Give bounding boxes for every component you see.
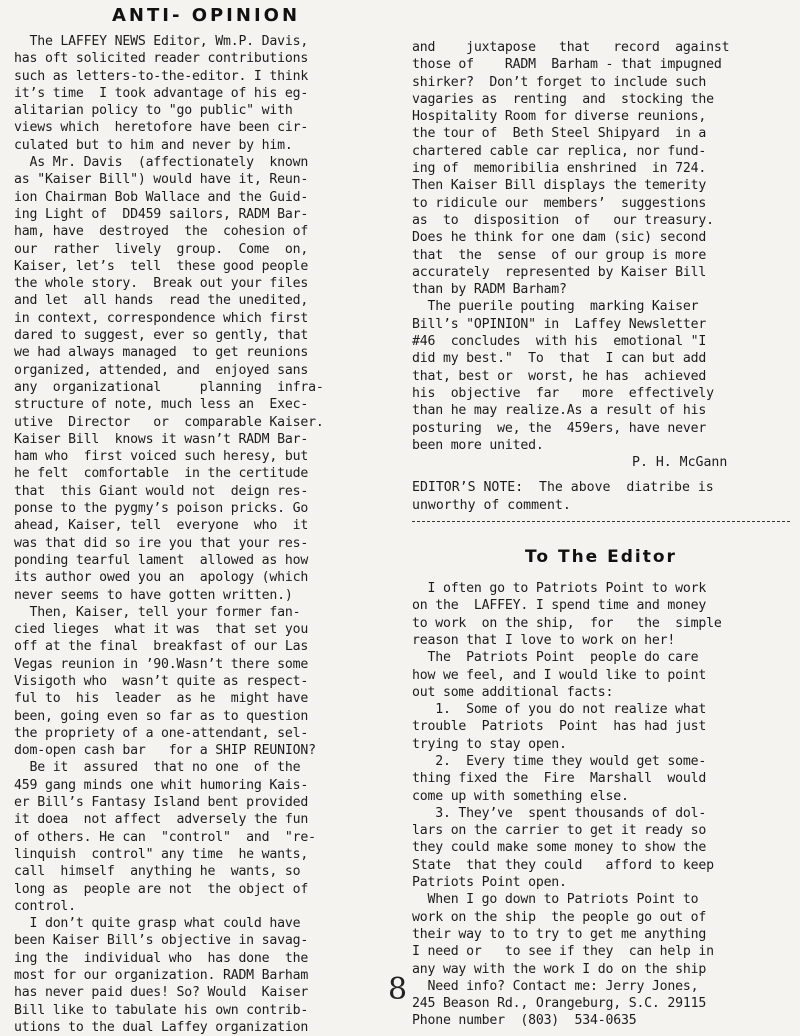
page-number: 8	[388, 972, 408, 1007]
section-divider	[412, 521, 790, 522]
letter-paragraph: 1. Some of you do not realize what trouble Patriots Point has had just trying to stay open.	[412, 702, 707, 752]
anti-opinion-paragraph: The puerile pouting marking Kaiser Bill’s "OPINION" in Laffey Newsletter #46 concludes with his emotional "I did my best." To that I can but add that, best or worst, he has achieved his objective far more effectively than he may realize.As a result of his posturing we, the 459ers, have never been more united.	[412, 299, 714, 453]
anti-opinion-paragraph: As Mr. Davis (affectionately known as "Kaiser Bill") would have it, Reun- ion Chairman Bob Wallace and the Guid- ing Light of DD459 sailors, RADM Bar- ham, have destroyed the cohesion of our rather lively group. Come on, Kaiser, let’s tell these good people the whole story. Break out your files and let all hands read the unedited, in context, correspondence which first dared to suggest, ever so gently, that we had always managed to get reunions organized, attended, and enjoyed sans any organizational planning infra- structure of note, much less an Exec- utive Director or comparable Kaiser. Kaiser Bill knows it wasn’t RADM Bar- ham who first voiced such heresy, but he felt comfortable in the certitude that this Giant would not deign res- ponse to the pygmy’s poison pricks. Go ahead, Kaiser, tell everyone who it was that did so ire you that your res- ponding tearful lament allowed as how its author owed you an apology (which never seems to have gotten written.)	[14, 155, 324, 603]
letter-paragraph: The Patriots Point people do care how we feel, and I would like to point out some additional facts:	[412, 650, 707, 700]
anti-opinion-heading: ANTI- OPINION	[111, 5, 301, 26]
editor-note: EDITOR’S NOTE: The above diatribe is unworthy of comment.	[412, 480, 714, 513]
anti-opinion-column	[14, 0, 398, 1036]
right-column	[412, 0, 790, 1030]
anti-opinion-paragraph: Be it assured that no one of the 459 gang minds one whit humoring Kais- er Bill’s Fantasy Island bent provided it doea not affect adversely the fun of others. He can "control" and "re- linquish control" any time he wants, call himself anything he wants, so long as people are not the object of control.	[14, 760, 316, 914]
letter-paragraph: I often go to Patriots Point to work on the LAFFEY. I spend time and money to work on the ship, for the simple reason that I love to work on her!	[412, 581, 722, 648]
letter-paragraph: When I go down to Patriots Point to work on the ship the people go out of their way to to try to get me anything I need or to see if they can help in any way with the work I do on the ship	[412, 892, 714, 977]
anti-opinion-paragraph: The LAFFEY NEWS Editor, Wm.P. Davis, has oft solicited reader contributions such as letters-to-the-editor. I think it’s time I took advantage of his eg- alitarian policy to "go public" with views which heretofore have been cir- culated but to him and never by him.	[14, 34, 309, 153]
anti-opinion-paragraph: I don’t quite grasp what could have been Kaiser Bill’s objective in savag- ing the individual who has done the most for our organization. RADM Barham has never paid dues! So? Would Kaiser Bill like to tabulate his own contrib- utions to the dual Laffey organization	[14, 916, 309, 1035]
letter-paragraph: 2. Every time they would get some- thing fixed the Fire Marshall would come up with something else.	[412, 753, 707, 804]
anti-opinion-paragraph: and juxtapose that record against those of RADM Barham - that impugned shirker? Don’t forget to include such vagaries as renting and stocking the Hospitality Room for diverse reunions, the tour of Beth Steel Shipyard in a chartered cable car replica, nor fund- ing of memoribilia enshrined in 724. Then Kaiser Bill displays the temerity to ridicule our members’ suggestions as to disposition of our treasury. Does he think for one dam (sic) second that the sense of our group is more accurately represented by Kaiser Bill than by RADM Barham?	[412, 40, 730, 298]
to-the-editor-heading: To The Editor	[525, 547, 677, 568]
letter-paragraph: 3. They’ve spent thousands of dol- lars on the carrier to get it ready so they could make some money to show the State that they could afford to keep Patriots Point open.	[412, 805, 714, 891]
anti-opinion-paragraph: Then, Kaiser, tell your former fan- cied lieges what it was that set you off at the final breakfast of our Las Vegas reunion in ’90.Wasn’t there some Visigoth who wasn’t quite as respect- ful to his leader as he might have been, going even so far as to question the propriety of a one-attendant, sel- dom-open cash bar for a SHIP REUNION?	[14, 604, 316, 759]
author-signature: P. H. McGann	[632, 455, 728, 471]
contact-info: Need info? Contact me: Jerry Jones, 245 Beason Rd., Orangeburg, S.C. 29115 Phone number (803) 534-0635	[412, 978, 707, 1029]
